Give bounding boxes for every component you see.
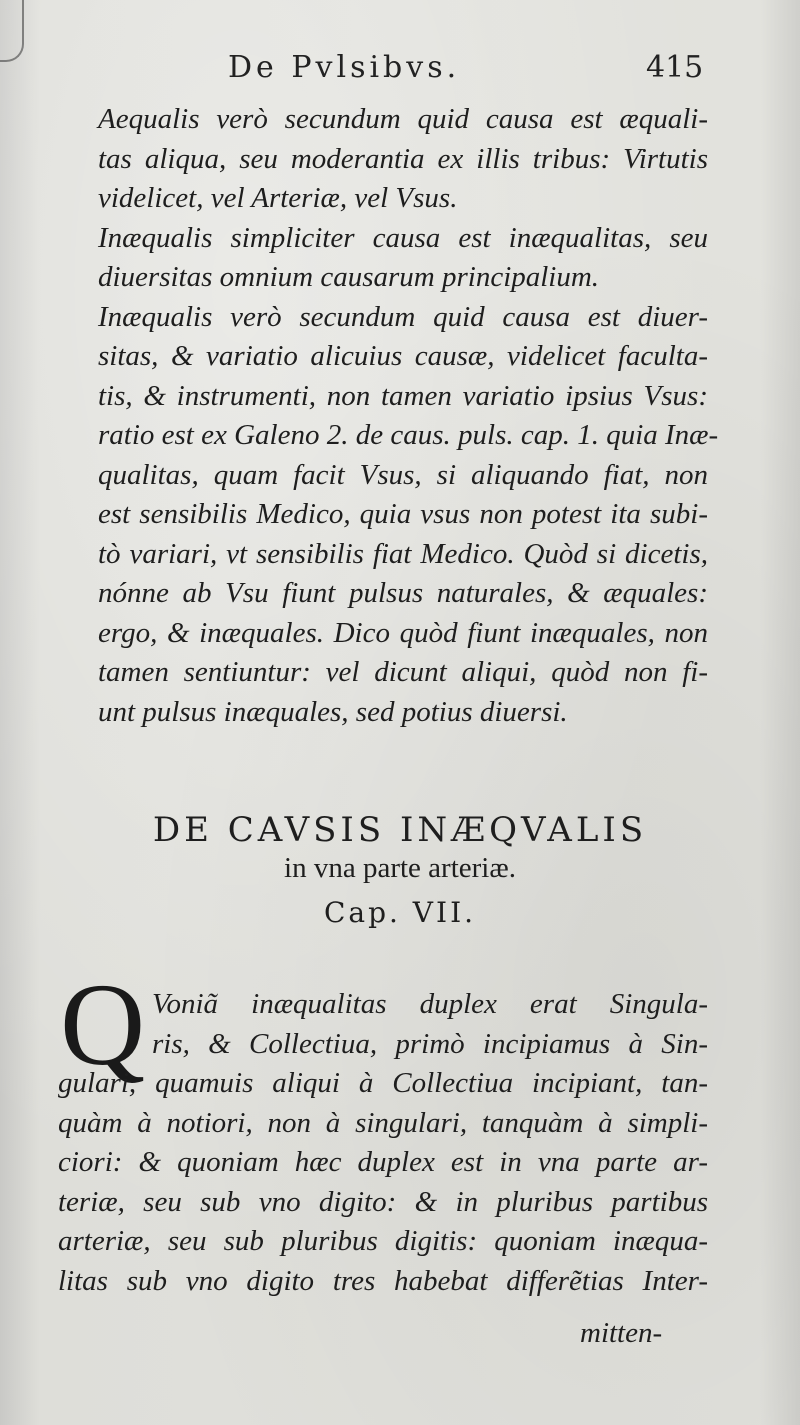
- text-line: tis, & instrumenti, non tamen variatio ipsius Vsus:: [98, 379, 708, 412]
- text-line: litas sub vno digito tres habebat differẽtias Inter-: [58, 1264, 708, 1297]
- drop-cap: Q: [60, 959, 146, 1090]
- catchword: mitten-: [580, 1317, 663, 1349]
- text-line: diuersitas omnium causarum principalium.: [98, 261, 600, 293]
- chapter-text: [58, 985, 708, 1301]
- text-line: nónne ab Vsu fiunt pulsus naturales, & æquales:: [98, 577, 708, 609]
- text-line: ciori: & quoniam hæc duplex est in vna parte ar-: [58, 1146, 708, 1178]
- chapter-subtitle: in vna parte arteriæ.: [284, 852, 516, 884]
- page-edge-mark: [0, 0, 24, 62]
- text-line: gulari, quamuis aliqui à Collectiua incipiant, tan-: [58, 1067, 708, 1099]
- text-line: Inæqualis verò secundum quid causa est diuer-: [98, 300, 708, 333]
- text-line: unt pulsus inæquales, sed potius diuersi.: [98, 695, 568, 728]
- text-line: Aequalis verò secundum quid causa est æquali-: [98, 103, 708, 135]
- text-line: tò variari, vt sensibilis fiat Medico. Quòd si dicetis,: [98, 537, 708, 570]
- text-line: tas aliqua, seu moderantia ex illis tribus: Virtutis: [98, 142, 708, 175]
- text-line: arteriæ, seu sub pluribus digitis: quoniam inæqua-: [58, 1225, 708, 1257]
- text-line: Inæqualis simpliciter causa est inæqualitas, seu: [98, 221, 708, 254]
- text-line: teriæ, seu sub vno digito: & in pluribus partibus: [58, 1185, 708, 1218]
- text-line: ergo, & inæquales. Dico quòd fiunt inæquales, non: [98, 616, 708, 649]
- text-line: ris, & Collectiua, primò incipiamus à Sin-: [152, 1027, 708, 1060]
- text-line: ratio est ex Galeno 2. de caus. puls. cap. 1. quia Inæ-: [98, 419, 719, 451]
- text-line: tamen sentiuntur: vel dicunt aliqui, quòd non fi-: [98, 656, 708, 688]
- chapter-title: DE CAVSIS INÆQVALIS: [152, 810, 648, 850]
- text-line: videlicet, vel Arteriæ, vel Vsus.: [98, 182, 458, 214]
- running-title: De Pvlsibvs.: [228, 50, 461, 85]
- chapter-label: Cap. VII.: [323, 896, 477, 929]
- section-text: [98, 100, 719, 732]
- page-number: 415: [646, 50, 704, 85]
- text-line: est sensibilis Medico, quia vsus non potest ita subi-: [98, 498, 708, 530]
- text-line: quàm à notiori, non à singulari, tanquàm à simpli-: [58, 1106, 708, 1139]
- text-line: sitas, & variatio alicuius causæ, videlicet facultа-: [98, 340, 708, 372]
- text-line: qualitas, quam facit Vsus, si aliquando fiat, non: [98, 458, 708, 491]
- text-line: Voniã inæqualitas duplex erat Singula-: [152, 988, 708, 1020]
